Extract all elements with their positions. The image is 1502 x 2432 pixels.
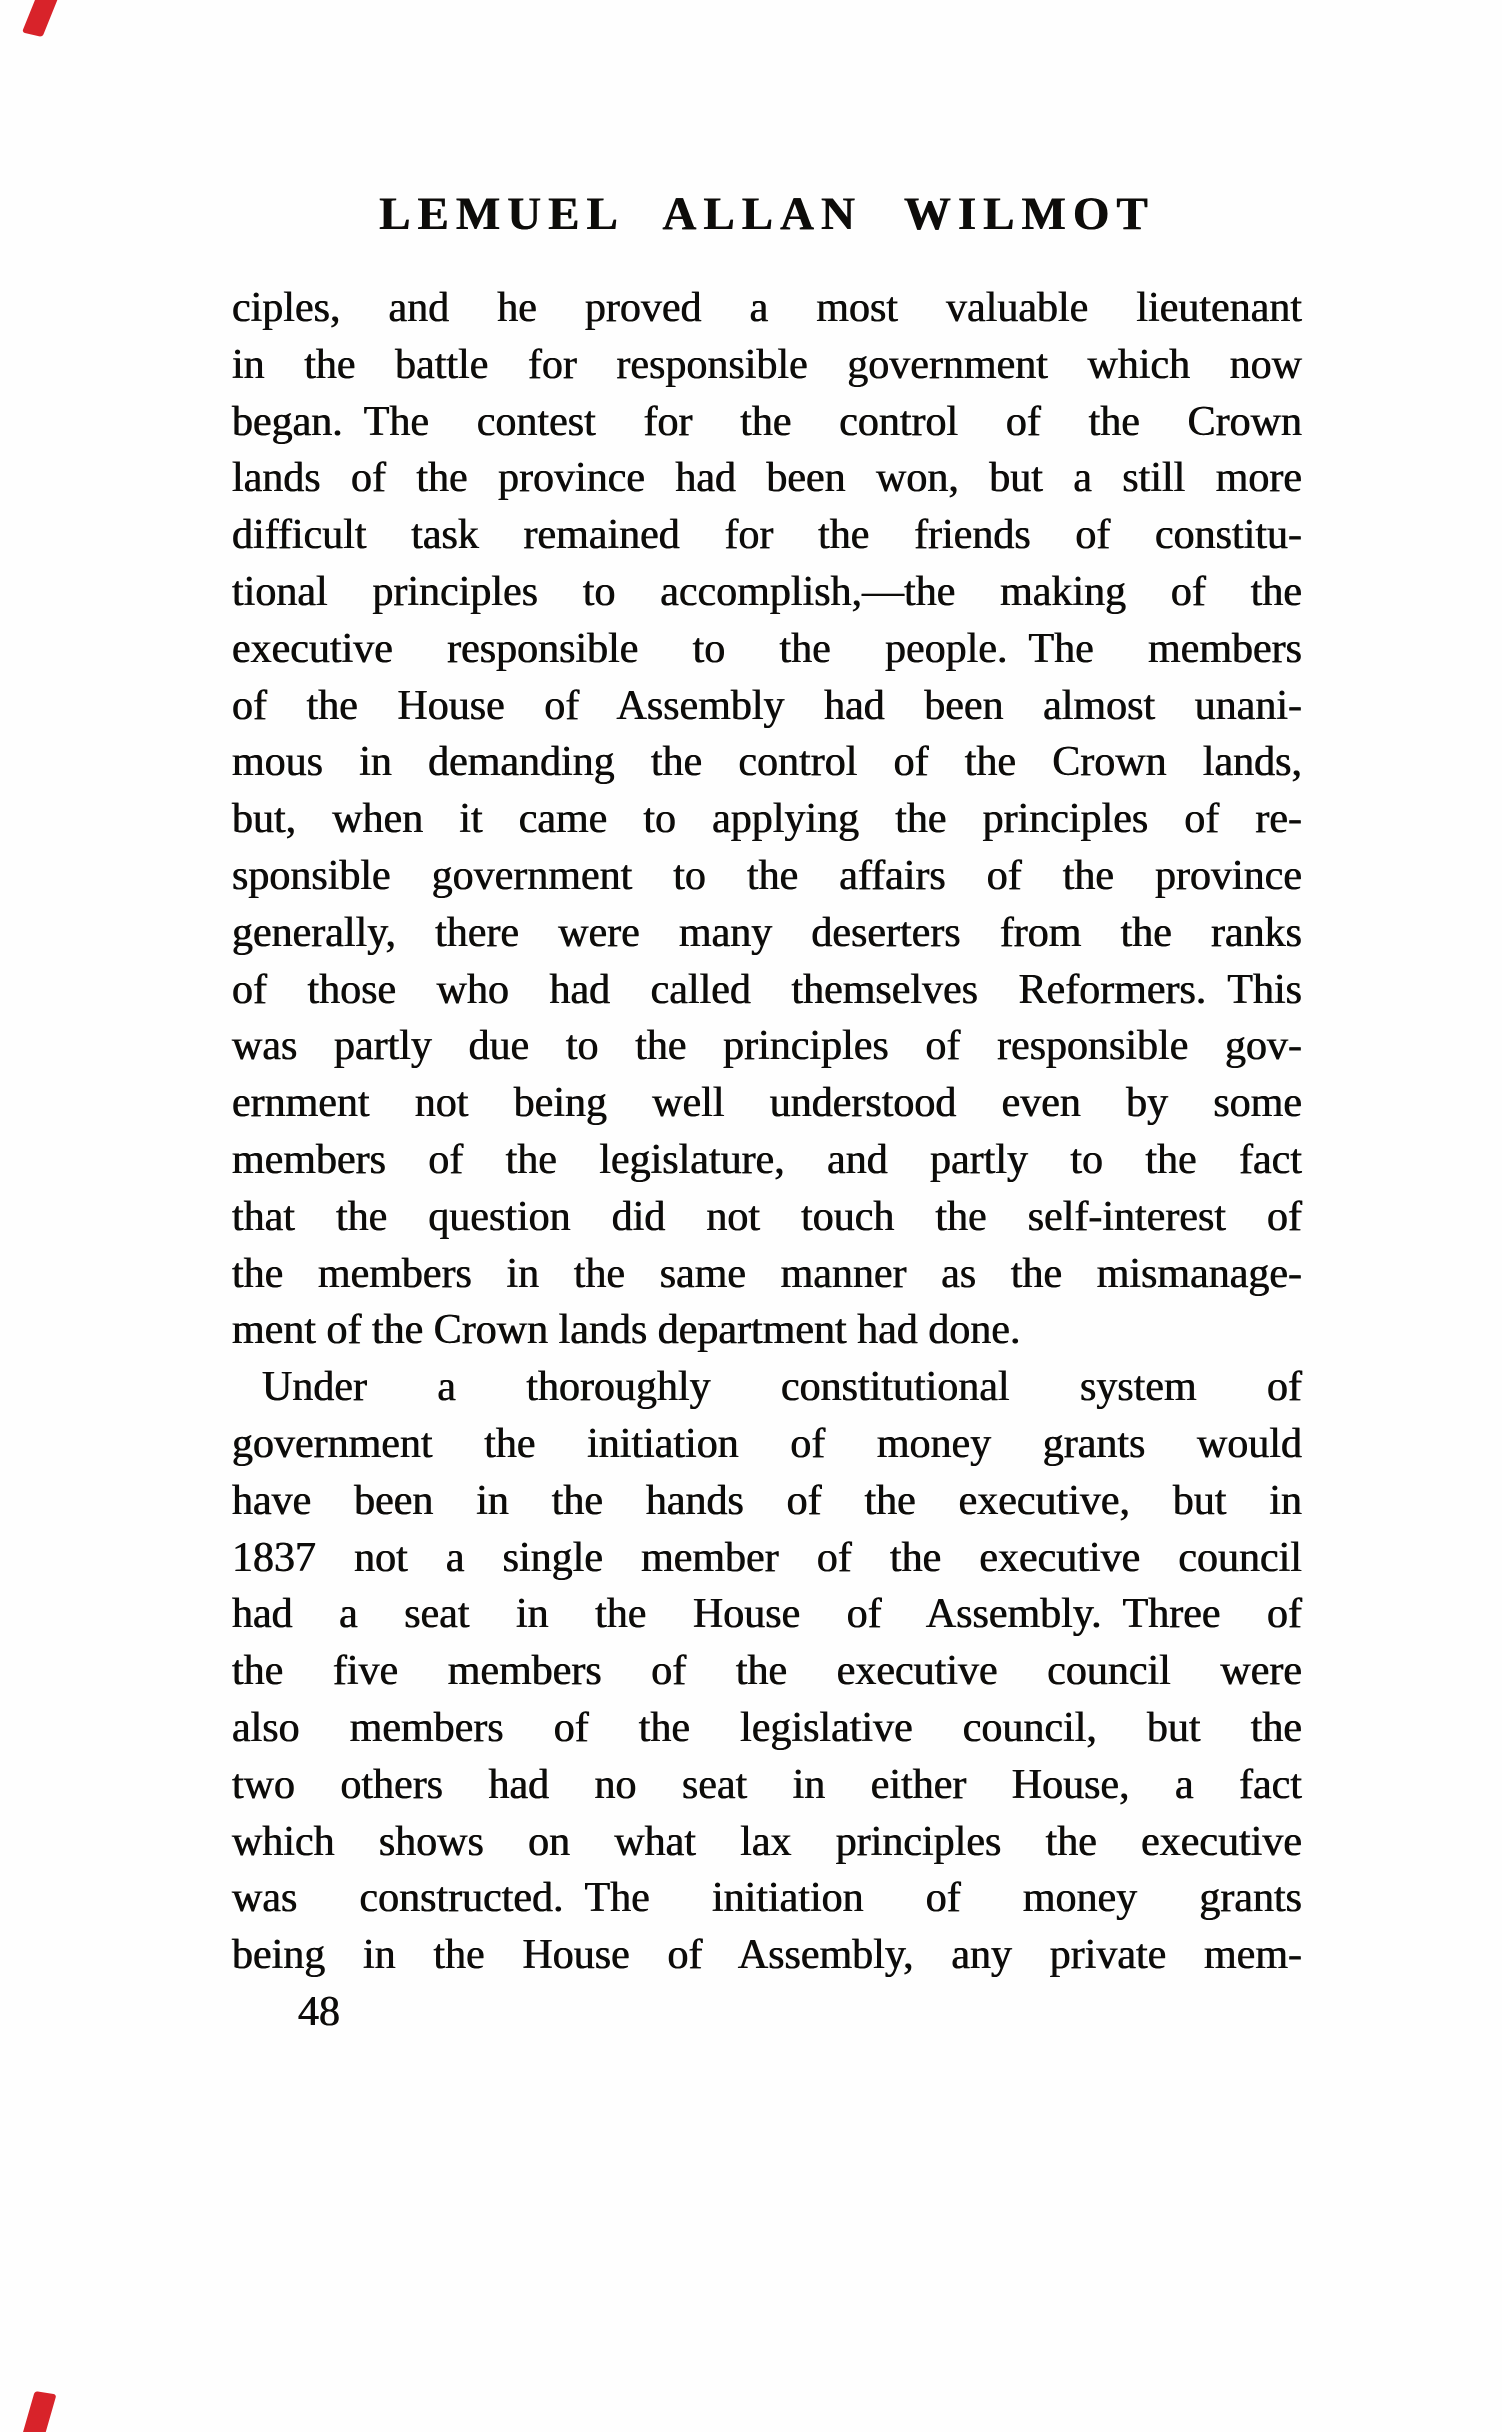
text-line: which shows on what lax principles the executive bbox=[232, 1818, 1302, 1865]
text-line: ment of the Crown lands department had done. bbox=[232, 1307, 1021, 1354]
text-line: of the House of Assembly had been almost unani- bbox=[232, 682, 1302, 729]
text-line: sponsible government to the affairs of the province bbox=[232, 852, 1302, 899]
text-line: ciples, and he proved a most valuable lieutenant bbox=[232, 285, 1302, 331]
text-line: Under a thoroughly constitutional system of bbox=[262, 1364, 1302, 1411]
text-line: government the initiation of money grants would bbox=[232, 1420, 1302, 1467]
text-line: lands of the province had been won, but a still more bbox=[232, 455, 1302, 502]
text-line: members of the legislature, and partly to the fact bbox=[232, 1136, 1302, 1183]
text-line: in the battle for responsible government which now bbox=[232, 341, 1302, 388]
body-text-block bbox=[232, 280, 1302, 2041]
text-line: but, when it came to applying the principles of re- bbox=[232, 796, 1302, 843]
page-number: 48 bbox=[298, 1988, 340, 2035]
text-line: tional principles to accomplish,—the making of the bbox=[232, 568, 1302, 615]
text-line: difficult task remained for the friends of constitu- bbox=[232, 512, 1302, 559]
text-line: 1837 not a single member of the executive council bbox=[232, 1534, 1302, 1581]
text-line: that the question did not touch the self-interest of bbox=[232, 1193, 1302, 1240]
text-line: being in the House of Assembly, any private mem- bbox=[232, 1932, 1302, 1979]
text-line: the members in the same manner as the mismanage- bbox=[232, 1250, 1302, 1297]
text-line: the five members of the executive council were bbox=[232, 1648, 1302, 1695]
red-ink-mark-bottom-left bbox=[21, 2391, 56, 2432]
text-line: have been in the hands of the executive, but in bbox=[232, 1477, 1302, 1524]
text-line: generally, there were many deserters from the ranks bbox=[232, 909, 1302, 956]
text-line: executive responsible to the people. The members bbox=[232, 625, 1302, 672]
text-line: two others had no seat in either House, a fact bbox=[232, 1761, 1302, 1808]
red-ink-mark-top-left bbox=[22, 0, 59, 37]
text-line: mous in demanding the control of the Crown lands, bbox=[232, 739, 1302, 786]
text-line: had a seat in the House of Assembly. Three of bbox=[232, 1591, 1302, 1638]
text-line: also members of the legislative council, but the bbox=[232, 1704, 1302, 1751]
page-header-title: LEMUEL ALLAN WILMOT bbox=[379, 188, 1155, 240]
text-line: of those who had called themselves Reformers. This bbox=[232, 966, 1302, 1013]
text-line: ernment not being well understood even by some bbox=[232, 1080, 1302, 1127]
text-line: was constructed. The initiation of money grants bbox=[232, 1875, 1302, 1922]
text-line: began. The contest for the control of the Crown bbox=[232, 398, 1302, 445]
text-line: was partly due to the principles of responsible gov- bbox=[232, 1023, 1302, 1070]
